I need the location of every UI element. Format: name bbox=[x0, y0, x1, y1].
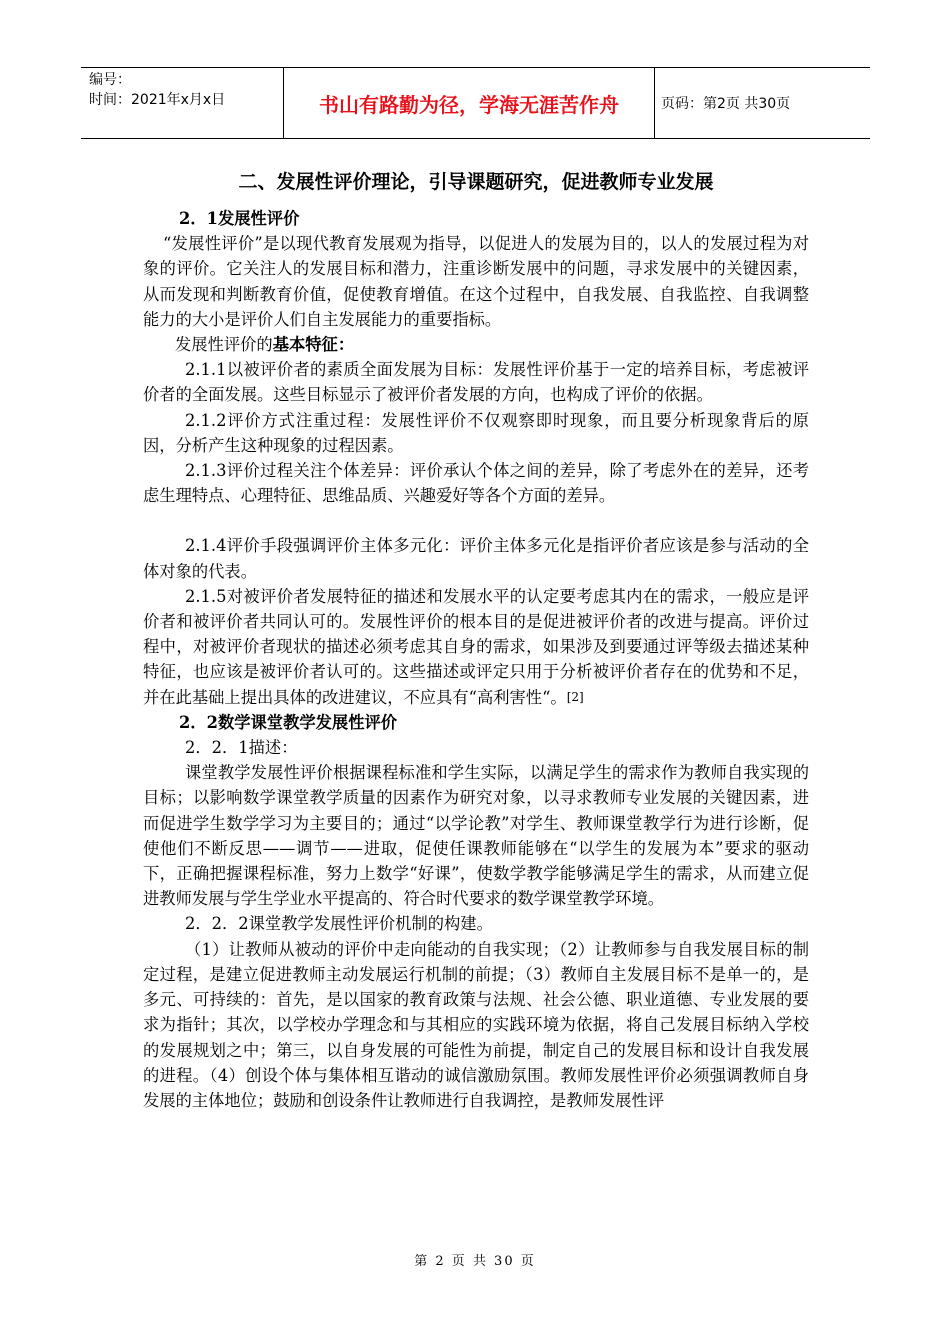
paragraph-features-lead bbox=[143, 332, 809, 357]
features-lead-bold: 基本特征： bbox=[272, 335, 355, 355]
paragraph-2-2-1: 课堂教学发展性评价根据课程标准和学生实际，以满足学生的需求作为教师自我实现的目标；以影响数学课堂教学质量的因素作为研究对象，以寻求教师专业发展的关键因素，进而促进学生数学学习为主要目的；通过“以学论教”对学生、教师课堂教学行为进行诊断，促使他们不断反思——调节——进取，促使任课教师能够在“以学生的发展为本”要求的驱动下，正确把握课程标准，努力上数学“好课”，使数学教学能够满足学生的需求，从而建立促进教师发展与学生学业水平提高的、符合时代要求的数学课堂教学环境。 bbox=[143, 763, 809, 909]
paragraph-2-1-5-text: 2.1.5对被评价者发展特征的描述和发展水平的认定要考虑其内在的需求，一般应是评价者和被评价者共同认可的。发展性评价的根本目的是促进被评价者的改进与提高。评价过程中，对被评价者现状的描述必须考虑其自身的需求，如果涉及到要通过评等级去描述某种特征，也应该是被评价者认可的。这些描述或评定只用于分析被评价者存在的优势和不足，并在此基础上提出具体的改进建议，不应具有“高利害性“。 bbox=[143, 586, 809, 707]
heading-2-2-2: 2．2．2课堂教学发展性评价机制的构建。 bbox=[185, 914, 493, 934]
paragraph-2-1-3: 2.1.3评价过程关注个体差异：评价承认个体之间的差异，除了考虑外在的差异，还考虑生理特点、心理特征、思维品质、兴趣爱好等各个方面的差异。 bbox=[143, 461, 809, 506]
features-lead-text: 发展性评价的 bbox=[175, 335, 273, 355]
document-body bbox=[143, 168, 809, 1113]
header-page-label: 页码：第2页 共30页 bbox=[661, 96, 791, 112]
blank-line bbox=[143, 508, 809, 533]
time-label: 时间：2021年x月x日 bbox=[89, 92, 226, 108]
paragraph-intro: “发展性评价”是以现代教育发展观为指导，以促进人的发展为目的，以人的发展过程为对象的评价。它关注人的发展目标和潜力，注重诊断发展中的问题，寻求发展中的关键因素，从而发现和判断教育价值，促使教育增值。在这个过程中，自我发展、自我监控、自我调整能力的大小是评价人们自主发展能力的重要指标。 bbox=[143, 234, 809, 329]
heading-2-2-1: 2．2．1描述： bbox=[185, 738, 298, 758]
section-title: 二、发展性评价理论，引导课题研究，促进教师专业发展 bbox=[238, 171, 714, 193]
heading-2-1: 2．1发展性评价 bbox=[179, 209, 300, 228]
paragraph-2-1-2: 2.1.2评价方式注重过程：发展性评价不仅观察即时现象，而且要分析现象背后的原因，分析产生这种现象的过程因素。 bbox=[143, 410, 809, 455]
paragraph-2-2-2: （1）让教师从被动的评价中走向能动的自我实现；（2）让教师参与自我发展目标的制定过程，是建立促进教师主动发展运行机制的前提；（3）教师自主发展目标不是单一的，是多元、可持续的：首先，是以国家的教育政策与法规、社会公德、职业道德、专业发展的要求为指针；其次，以学校办学理念和与其相应的实践环境为依据，将自己发展目标纳入学校的发展规划之中；第三，以自身发展的可能性为前提，制定自己的发展目标和设计自我发展的进程。（4）创设个体与集体相互谐动的诚信激励氛围。教师发展性评价必须强调教师自身发展的主体地位；鼓励和创设条件让教师进行自我调控，是教师发展性评 bbox=[143, 939, 809, 1110]
reference-marker: [2] bbox=[566, 689, 584, 704]
heading-2-2: 2．2数学课堂教学发展性评价 bbox=[179, 712, 398, 732]
header-meta-cell bbox=[81, 68, 284, 138]
paragraph-2-1-1: 2.1.1以被评价者的素质全面发展为目标：发展性评价基于一定的培养目标，考虑被评价者的全面发展。这些目标显示了被评价者发展的方向，也构成了评价的依据。 bbox=[143, 360, 809, 405]
paragraph-2-1-5 bbox=[143, 584, 809, 710]
page-header-table bbox=[81, 67, 870, 139]
number-label: 编号： bbox=[89, 72, 131, 88]
paragraph-2-1-4: 2.1.4评价手段强调评价主体多元化：评价主体多元化是指评价者应该是参与活动的全体对象的代表。 bbox=[143, 536, 809, 581]
page-footer: 第 2 页 共 30 页 bbox=[414, 1254, 536, 1269]
header-motto: 书山有路勤为径，学海无涯苦作舟 bbox=[284, 68, 655, 138]
